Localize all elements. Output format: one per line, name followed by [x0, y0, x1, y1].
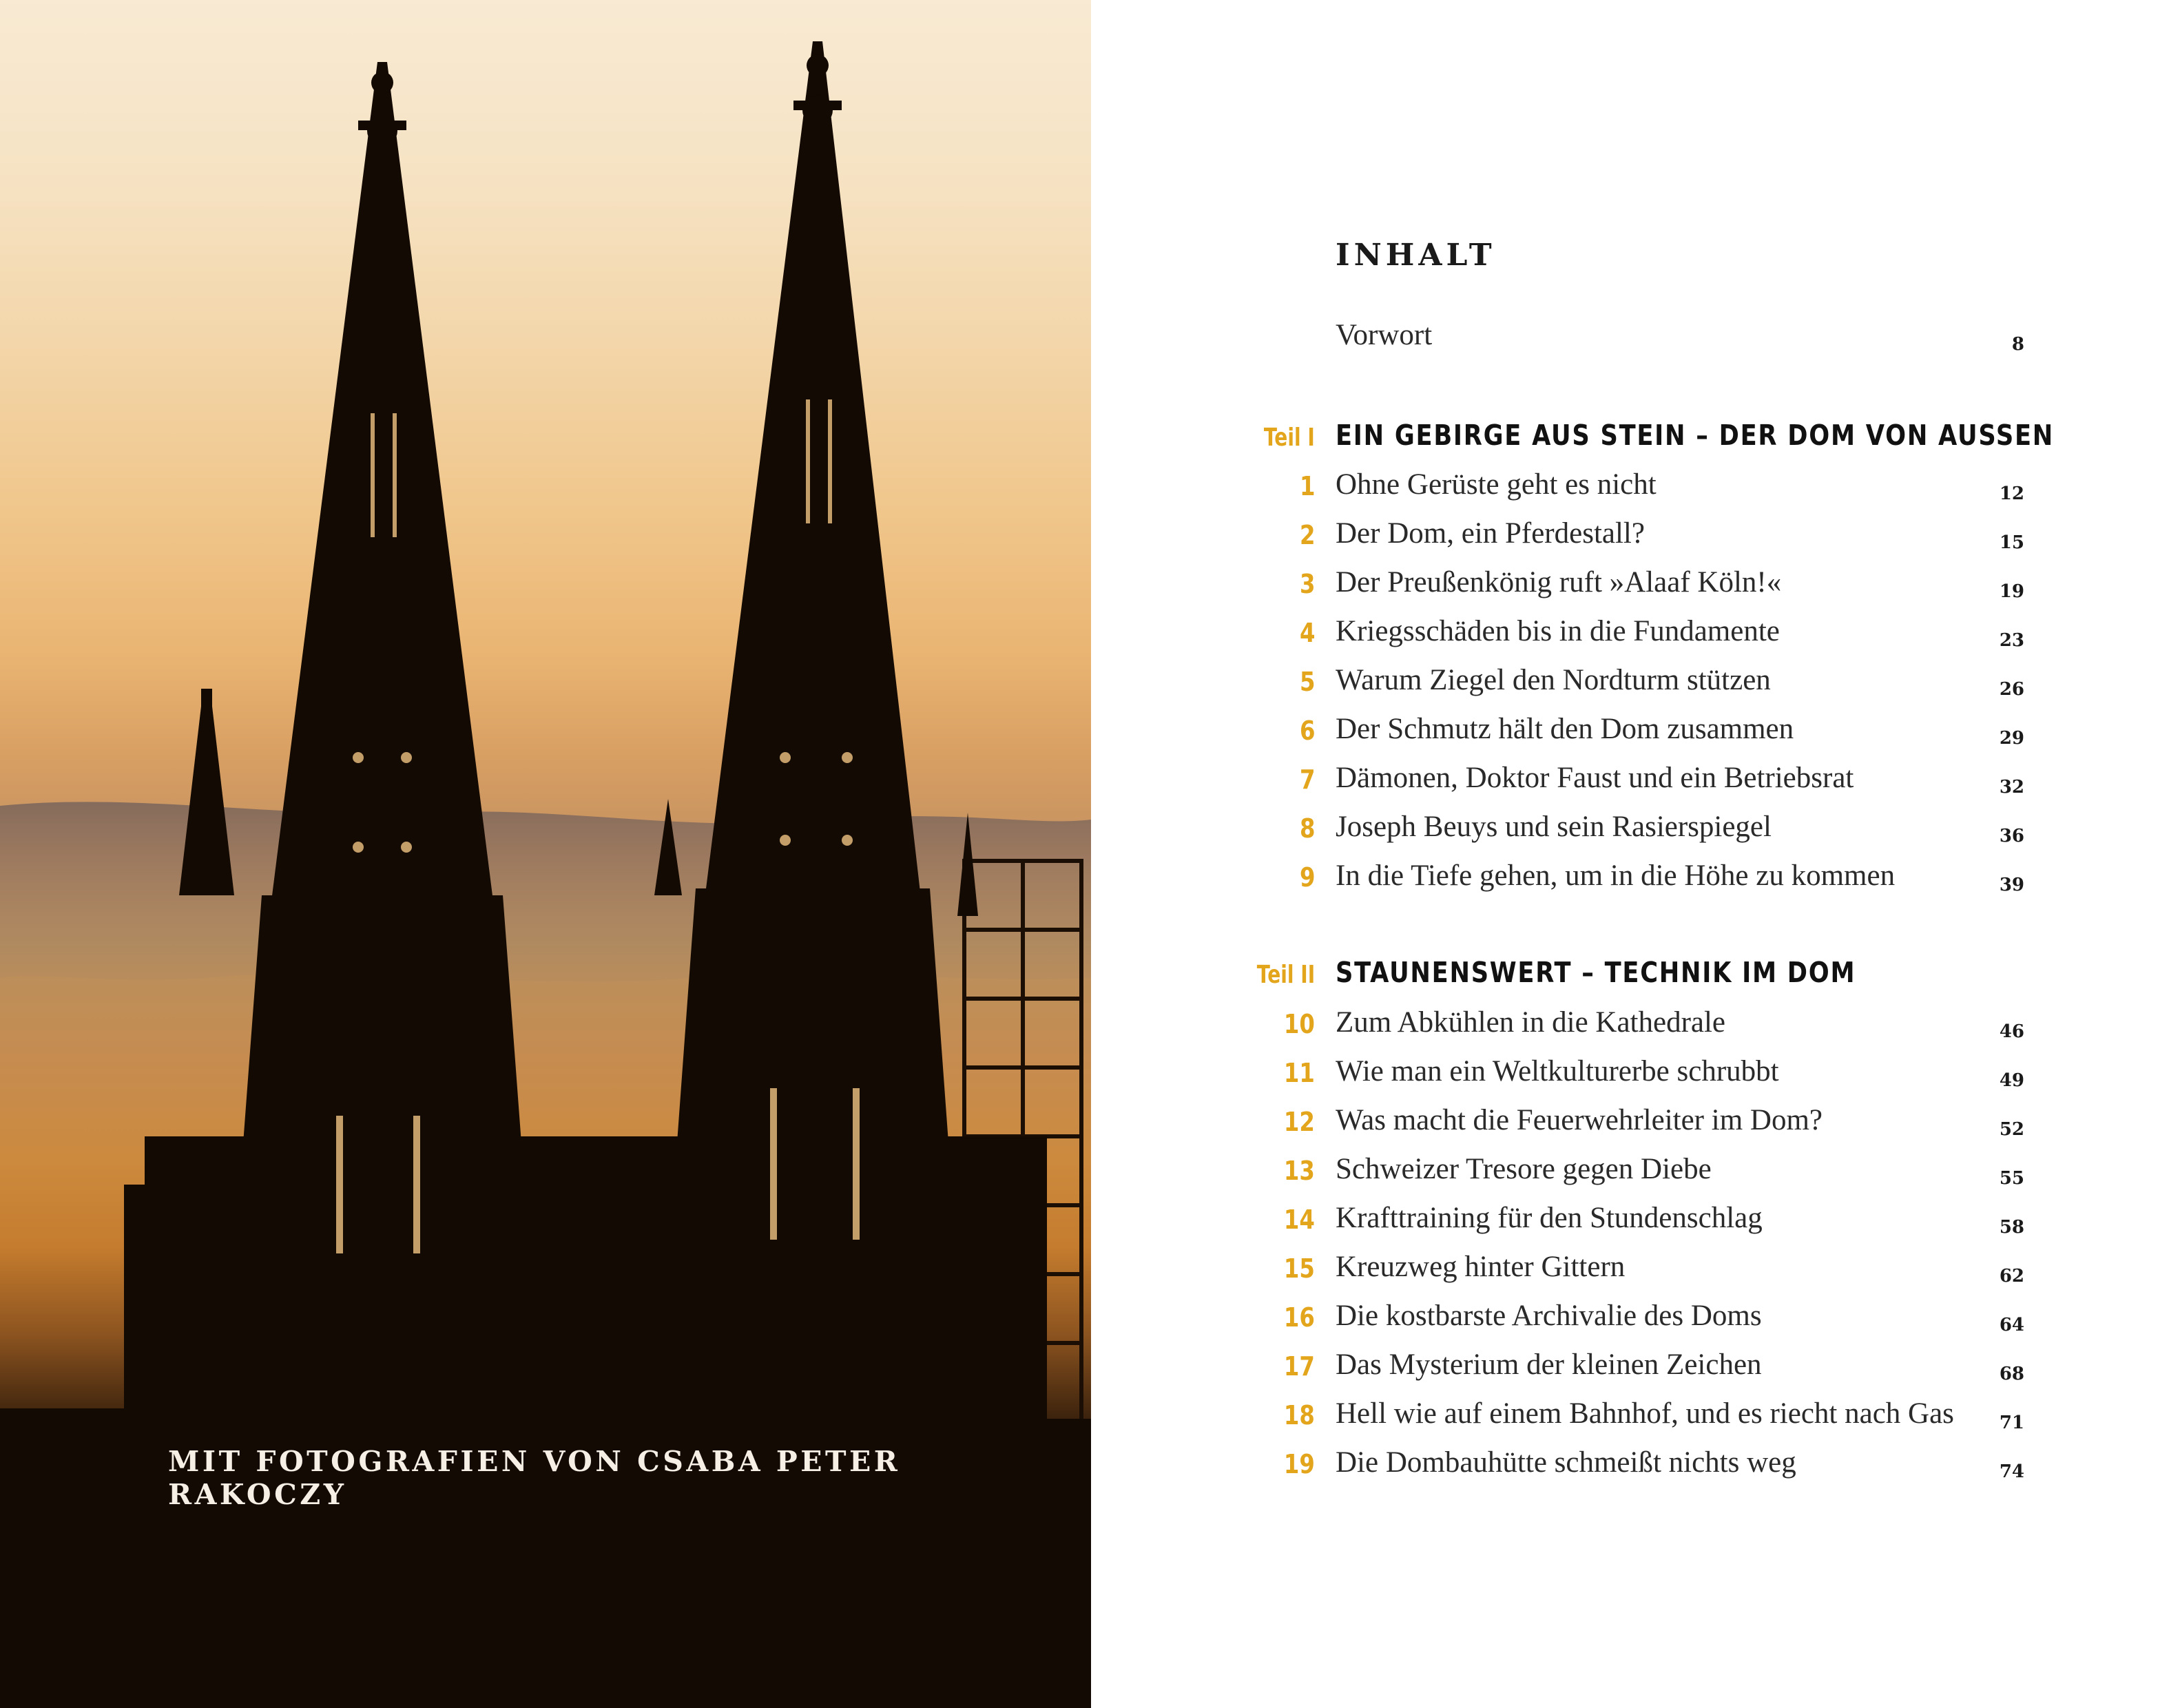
toc-entry-page: 55	[1999, 1168, 2024, 1189]
toc-entry-page: 26	[1999, 679, 2024, 700]
toc-entry-page: 68	[1999, 1364, 2024, 1384]
toc-entry-title: Warum Ziegel den Nordturm stützen	[1336, 664, 1771, 696]
toc-entry-page: 29	[1999, 728, 2024, 749]
photo-credit-caption: MIT FOTOGRAFIEN VON CSABA PETER RAKOCZY	[168, 1445, 901, 1511]
part-title: EIN GEBIRGE AUS STEIN – DER DOM VON AUSSEN	[1336, 419, 2055, 452]
toc-chapter-6[interactable]	[1299, 707, 2024, 749]
toc-entry-page: 62	[1999, 1266, 2024, 1287]
toc-entry-title: Der Schmutz hält den Dom zusammen	[1336, 713, 1794, 745]
toc-entry-page: 64	[1999, 1315, 2024, 1335]
toc-entry-page: 19	[1999, 581, 2024, 602]
toc-chapter-2[interactable]	[1299, 512, 2024, 553]
toc-chapter-4[interactable]	[1299, 610, 2024, 651]
toc-chapter-9[interactable]	[1299, 854, 2024, 895]
chapter-number: 15	[1284, 1253, 1315, 1284]
toc-entry-title: Die Dombauhütte schmeißt nichts weg	[1336, 1446, 1796, 1479]
toc-entry-title: Joseph Beuys und sein Rasierspiegel	[1336, 811, 1772, 843]
chapter-number: 14	[1284, 1205, 1315, 1235]
toc-chapter-17[interactable]	[1284, 1343, 2024, 1384]
toc-chapter-18[interactable]	[1284, 1392, 2024, 1433]
chapter-number: 1	[1299, 471, 1315, 501]
chapter-number: 11	[1284, 1058, 1315, 1088]
toc-chapter-12[interactable]	[1284, 1098, 2024, 1140]
chapter-number: 10	[1284, 1009, 1315, 1039]
toc-chapter-11[interactable]	[1284, 1050, 2024, 1091]
toc-chapter-16[interactable]	[1284, 1294, 2024, 1335]
toc-entry-page: 71	[1999, 1413, 2024, 1433]
toc-entry-title: Was macht die Feuerwehrleiter im Dom?	[1336, 1104, 1823, 1136]
toc-entry-title: Wie man ein Weltkulturerbe schrubbt	[1336, 1055, 1779, 1087]
part-title: STAUNENSWERT – TECHNIK IM DOM	[1336, 956, 1856, 989]
toc-chapter-3[interactable]	[1299, 561, 2024, 602]
toc-entry-title: Hell wie auf einem Bahnhof, und es riecht nach Gas	[1336, 1397, 1954, 1430]
toc-entry-title: Der Dom, ein Pferdestall?	[1336, 517, 1645, 550]
toc-entry-title: Die kostbarste Archivalie des Doms	[1336, 1300, 1762, 1332]
chapter-number: 16	[1284, 1302, 1315, 1333]
toc-entry-page: 12	[1999, 483, 2024, 504]
part-label: Teil I	[1264, 424, 1315, 452]
chapter-number: 19	[1284, 1449, 1315, 1479]
toc-chapter-8[interactable]	[1299, 805, 2024, 846]
toc-heading: INHALT	[1336, 238, 1496, 273]
chapter-number: 4	[1299, 618, 1315, 648]
toc-entry-page: 15	[1999, 532, 2024, 553]
toc-part-2-header[interactable]	[1256, 950, 2024, 992]
toc-chapter-15[interactable]	[1284, 1245, 2024, 1287]
toc-part-1-header[interactable]	[1264, 413, 2055, 455]
toc-chapter-10[interactable]	[1284, 1001, 2024, 1042]
toc-chapter-19[interactable]	[1284, 1441, 2024, 1482]
toc-entry-page: 32	[1999, 777, 2024, 798]
toc-chapter-13[interactable]	[1284, 1147, 2024, 1189]
part-label: Teil II	[1256, 961, 1315, 989]
chapter-number: 5	[1299, 667, 1315, 697]
toc-chapter-7[interactable]	[1299, 756, 2024, 798]
toc-entry-title: Das Mysterium der kleinen Zeichen	[1336, 1348, 1762, 1381]
toc-entry-title: Der Preußenkönig ruft »Alaaf Köln!«	[1336, 566, 1782, 598]
chapter-number: 2	[1299, 520, 1315, 550]
toc-entry-title: In die Tiefe gehen, um in die Höhe zu kommen	[1336, 860, 1896, 892]
toc-entry-page: 58	[1999, 1217, 2024, 1238]
toc-entry-page: 23	[1999, 630, 2024, 651]
table-of-contents	[1091, 0, 2180, 1708]
toc-entry-page: 52	[1999, 1119, 2024, 1140]
chapter-number: 18	[1284, 1400, 1315, 1430]
toc-entry-page: 49	[1999, 1070, 2024, 1091]
toc-entry-title: Kriegsschäden bis in die Fundamente	[1336, 615, 1780, 647]
toc-entry-title: Krafttraining für den Stundenschlag	[1336, 1202, 1763, 1234]
toc-chapter-1[interactable]	[1299, 463, 2024, 504]
toc-preface[interactable]	[1336, 313, 2024, 355]
toc-entry-page: 39	[1999, 875, 2024, 895]
toc-chapter-5[interactable]	[1299, 658, 2024, 700]
toc-entry-page: 46	[1999, 1021, 2024, 1042]
chapter-number: 7	[1299, 764, 1315, 795]
chapter-number: 6	[1299, 716, 1315, 746]
toc-entry-page: 74	[1999, 1461, 2024, 1482]
chapter-number: 13	[1284, 1156, 1315, 1186]
chapter-number: 17	[1284, 1351, 1315, 1382]
toc-entry-title: Dämonen, Doktor Faust und ein Betriebsrat	[1336, 762, 1854, 794]
toc-entry-title: Schweizer Tresore gegen Diebe	[1336, 1153, 1712, 1185]
chapter-number: 9	[1299, 862, 1315, 893]
toc-entry-title: Zum Abkühlen in die Kathedrale	[1336, 1006, 1726, 1039]
toc-entry-title: Ohne Gerüste geht es nicht	[1336, 468, 1657, 501]
chapter-number: 8	[1299, 813, 1315, 844]
toc-entry-title: Kreuzweg hinter Gittern	[1336, 1251, 1626, 1283]
chapter-number: 12	[1284, 1107, 1315, 1137]
toc-entry-page: 36	[1999, 826, 2024, 846]
chapter-number: 3	[1299, 569, 1315, 599]
toc-entry-title: Vorwort	[1336, 319, 1433, 351]
toc-chapter-14[interactable]	[1284, 1196, 2024, 1238]
toc-entry-page: 8	[2011, 334, 2024, 355]
